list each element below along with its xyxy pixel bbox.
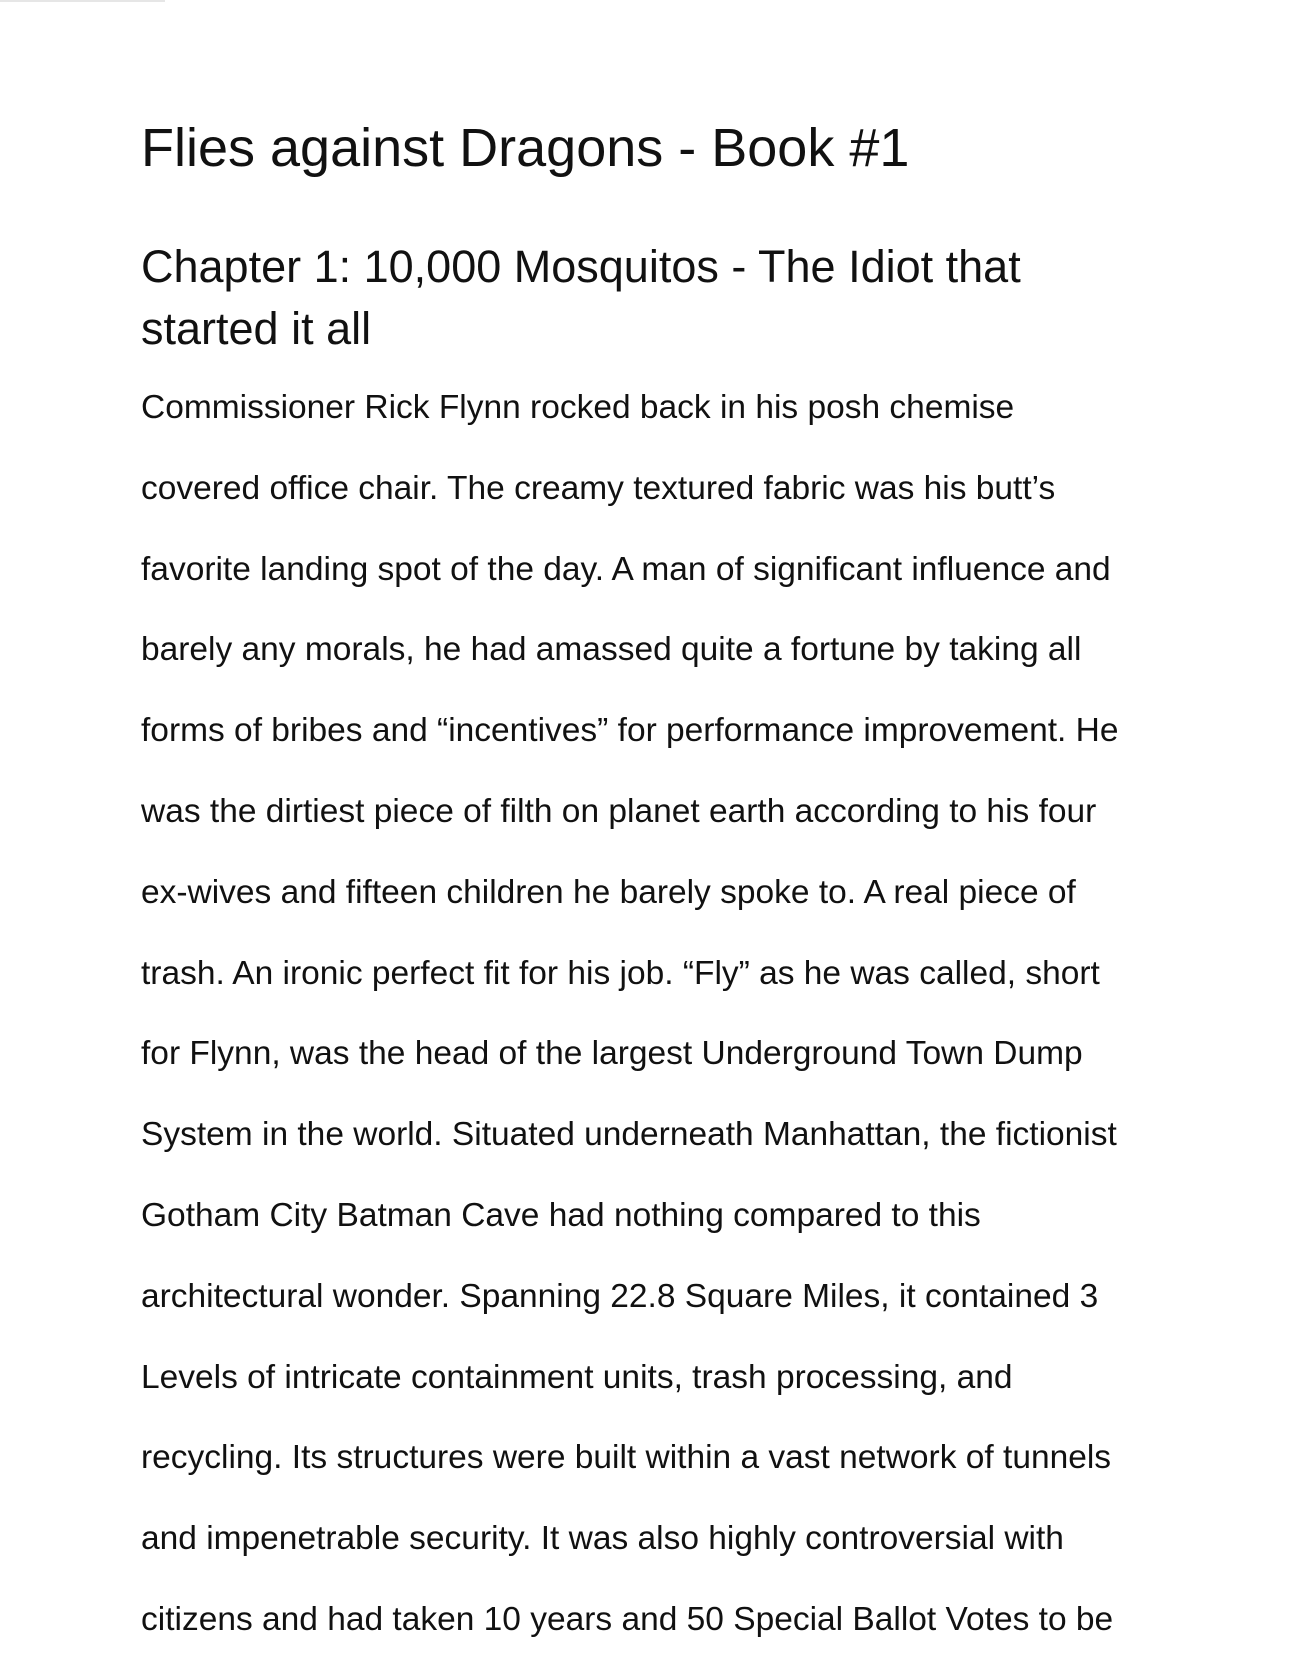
body-line: Commissioner Rick Flynn rocked back in his posh chemise [141, 389, 1015, 426]
body-line: for Flynn, was the head of the largest Underground Town Dump [141, 1035, 1083, 1073]
book-title: Flies against Dragons - Book #1 [141, 118, 910, 178]
body-line: barely any morals, he had amassed quite a fortune by taking all [141, 631, 1082, 669]
body-line: Levels of intricate containment units, trash processing, and [141, 1358, 1013, 1396]
chapter-title-line: Chapter 1: 10,000 Mosquitos - The Idiot that [141, 241, 1021, 292]
chapter-title-line: started it all [141, 303, 372, 354]
body-line: covered office chair. The creamy textured fabric was his butt’s [141, 469, 1056, 507]
body-line: citizens and had taken 10 years and 50 Special Ballot Votes to be [141, 1600, 1114, 1638]
body-line: architectural wonder. Spanning 22.8 Square Miles, it contained 3 [141, 1277, 1099, 1315]
body-paragraph [141, 368, 1201, 1661]
body-line: forms of bribes and “incentives” for performance improvement. He [141, 712, 1119, 750]
body-line: was the dirtiest piece of filth on planet earth according to his four [141, 792, 1097, 830]
top-divider [0, 0, 165, 2]
body-line: favorite landing spot of the day. A man of significant influence and [141, 550, 1111, 588]
chapter-title [141, 236, 1181, 360]
body-line: ex-wives and fifteen children he barely spoke to. A real piece of [141, 873, 1076, 911]
body-line: and impenetrable security. It was also highly controversial with [141, 1520, 1064, 1558]
body-line: System in the world. Situated underneath Manhattan, the fictionist [141, 1116, 1117, 1154]
body-line: Gotham City Batman Cave had nothing compared to this [141, 1196, 981, 1234]
body-line: trash. An ironic perfect fit for his job. “Fly” as he was called, short [141, 954, 1100, 992]
body-line: recycling. Its structures were built within a vast network of tunnels [141, 1439, 1112, 1477]
